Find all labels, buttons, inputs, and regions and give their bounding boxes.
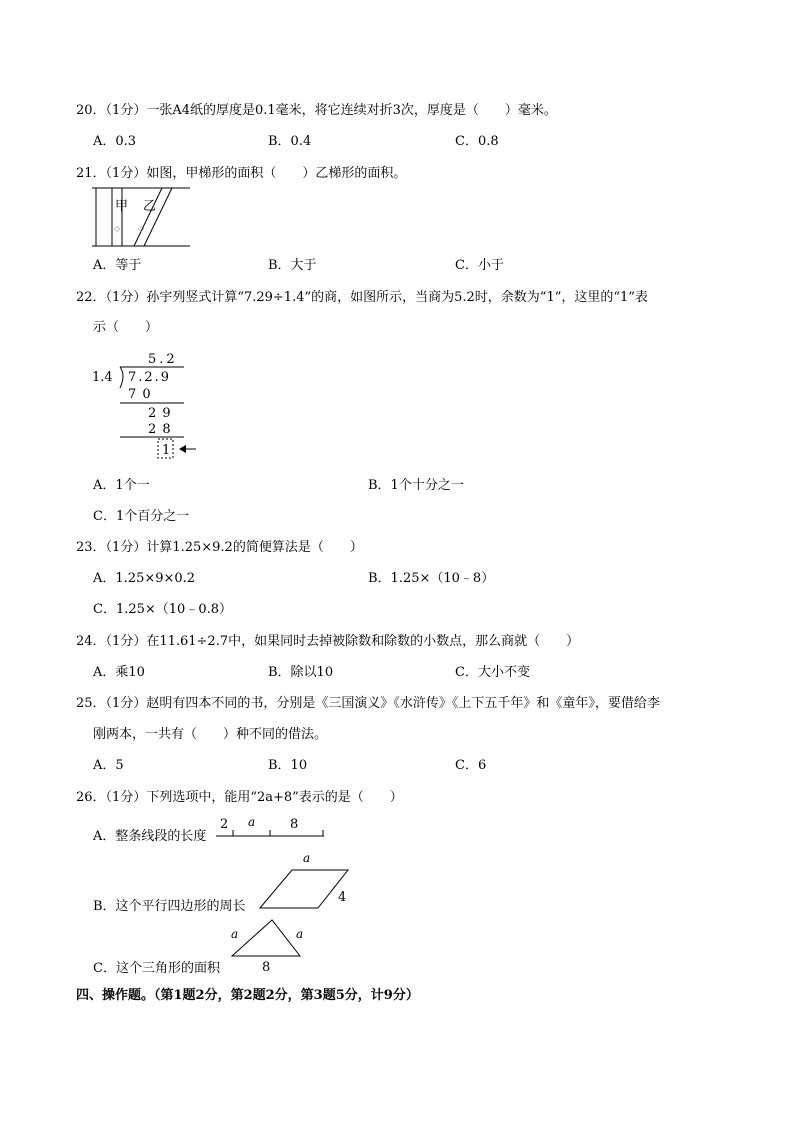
arrow-left-icon	[179, 445, 186, 453]
q22-stem-line1: 22．（1分）孙宇列竖式计算“7.29÷1.4”的商，如图所示，当商为5.2时，余数为“1”，这里的“1”表	[76, 290, 648, 305]
division-divisor: 1.4	[92, 370, 113, 385]
parallelogram-label-a: a	[303, 851, 311, 865]
triangle-figure	[226, 916, 316, 974]
triangle-label-8: 8	[262, 960, 271, 974]
q26-option-c[interactable]: C．这个三角形的面积	[93, 961, 220, 976]
trapezoid-label-yi: 乙	[143, 199, 157, 214]
triangle-label-right-a: a	[296, 927, 304, 941]
equal-mark-right: ◇	[138, 224, 145, 233]
division-step1: 7 0	[128, 387, 152, 402]
q20-option-c[interactable]: C．0.8	[455, 134, 499, 149]
division-step3: 2 8	[148, 422, 172, 437]
q22-option-a[interactable]: A．1个一	[93, 478, 150, 493]
parallelogram-label-4: 4	[338, 890, 347, 905]
trapezoid-label-jia: 甲	[115, 199, 129, 214]
q26-option-b[interactable]: B．这个平行四边形的周长	[93, 899, 246, 914]
q25-option-b[interactable]: B．10	[268, 758, 308, 773]
q20-stem: 20．（1分）一张A4纸的厚度是0.1毫米，将它连续对折3次，厚度是（ ）毫米。	[76, 103, 557, 118]
q22-option-b[interactable]: B．1个十分之一	[368, 478, 464, 493]
division-step2: 2 9	[148, 406, 172, 421]
q21-option-c[interactable]: C．小于	[455, 258, 504, 273]
trapezoid-figure	[92, 186, 202, 252]
division-dividend: 7.2.9	[128, 370, 172, 385]
q24-option-a[interactable]: A．乘10	[93, 665, 145, 680]
q26-stem: 26．（1分）下列选项中，能用“2a+8”表示的是（ ）	[76, 790, 403, 805]
segment-figure	[216, 814, 326, 840]
parallelogram-figure	[256, 850, 356, 912]
long-division-figure	[88, 348, 218, 464]
q24-option-c[interactable]: C．大小不变	[455, 665, 530, 680]
q26-option-a[interactable]: A．整条线段的长度	[93, 829, 207, 844]
q23-option-b[interactable]: B．1.25×（10﹣8）	[368, 571, 495, 586]
q25-option-a[interactable]: A．5	[93, 758, 124, 773]
q25-option-c[interactable]: C．6	[455, 758, 487, 773]
q23-option-a[interactable]: A．1.25×9×0.2	[93, 571, 196, 586]
segment-label-8: 8	[290, 817, 299, 832]
q21-option-a[interactable]: A．等于	[93, 258, 142, 273]
q25-stem-line1: 25．（1分）赵明有四本不同的书，分别是《三国演义》《水浒传》《上下五千年》和《童年》，要借给李	[76, 696, 660, 711]
division-remainder: 1	[162, 443, 171, 458]
segment-label-a: a	[248, 815, 256, 829]
q23-stem: 23．（1分）计算1.25×9.2的简便算法是（ ）	[76, 540, 363, 555]
q22-option-c[interactable]: C．1个百分之一	[93, 509, 190, 524]
q24-stem: 24．（1分）在11.61÷2.7中，如果同时去掉被除数和除数的小数点，那么商就（ ）	[76, 634, 580, 649]
q25-stem-line2: 刚两本，一共有（ ）种不同的借法。	[93, 727, 328, 742]
q22-stem-line2: 示（ ）	[93, 320, 159, 335]
section4-heading: 四、操作题。（第1题2分，第2题2分，第3题5分，计9分）	[76, 988, 419, 1003]
q20-option-a[interactable]: A．0.3	[93, 134, 137, 149]
q20-option-b[interactable]: B．0.4	[268, 134, 312, 149]
equal-mark-left: ◇	[114, 224, 121, 233]
division-quotient: 5.2	[148, 352, 178, 367]
q21-stem: 21．（1分）如图，甲梯形的面积（ ）乙梯形的面积。	[76, 166, 407, 181]
triangle-label-left-a: a	[231, 927, 239, 941]
q21-option-b[interactable]: B．大于	[268, 258, 317, 273]
q23-option-c[interactable]: C．1.25×（10﹣0.8）	[93, 602, 233, 617]
segment-label-2: 2	[220, 817, 229, 832]
q24-option-b[interactable]: B．除以10	[268, 665, 334, 680]
